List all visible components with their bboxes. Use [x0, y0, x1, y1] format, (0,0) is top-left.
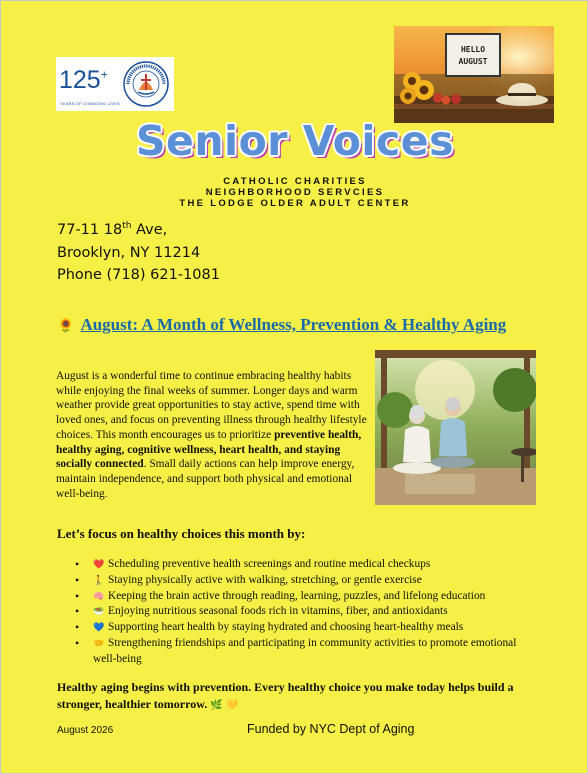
logo-tagline: YEARS OF CHANGING LIVES	[60, 101, 120, 106]
blue-heart-icon: 💙	[93, 622, 105, 633]
closing-statement: Healthy aging begins with prevention. Every healthy choice you make today helps build a stronger, healthier tomorrow. 🌿 💛	[57, 680, 514, 711]
leaf-icon: 🌿	[210, 700, 223, 711]
org-line-3: THE LODGE OLDER ADULT CENTER	[179, 198, 411, 209]
org-line-2: NEIGHBORHOOD SERVCIES	[205, 187, 385, 198]
list-item: • ❤️ Scheduling preventive health screenings and routine medical checkups	[77, 557, 527, 573]
healthy-choices-list	[77, 557, 527, 668]
walking-person-icon: 🚶	[93, 574, 105, 585]
sunflower-icon: 🌻	[57, 319, 75, 334]
article-intro: August is a wonderful time to continue embracing healthy habits while enjoying the final weeks of summer. Longer days and warm weather provide great opportunities to stay active, spend time with loved ones, and focus on preventing illness through healthy lifestyle choices. This month encourages us to prioritize preventive health, healthy aging, cognitive wellness, heart health, and staying socially connected. Small daily actions can help improve energy, maintain independence, and support both physical and emotional well-being.	[56, 370, 367, 500]
issue-date: August 2026	[57, 725, 114, 736]
catholic-charities-seal-icon	[122, 60, 170, 108]
list-item: • 🚶 Staying physically active with walking, stretching, or gentle exercise	[77, 573, 527, 589]
list-item: • 🧠 Keeping the brain active through reading, learning, puzzles, and lifelong education	[77, 589, 527, 605]
org-line-1: CATHOLIC CHARITIES	[223, 176, 367, 187]
salad-icon: 🥗	[93, 606, 105, 617]
list-item: • 🥗 Enjoying nutritious seasonal foods rich in vitamins, fiber, and antioxidants	[77, 604, 527, 620]
heart-icon: ❤️	[93, 559, 105, 569]
address-phone: Phone (718) 621-1081	[57, 267, 220, 283]
brain-icon: 🧠	[93, 590, 105, 601]
handshake-icon: 🤝	[93, 637, 105, 648]
list-item: • 🤝 Strengthening friendships and participating in community activities to promote emotional well-being	[77, 636, 527, 668]
yellow-heart-icon: 💛	[225, 700, 239, 711]
address-street: 77-11 18th Ave,	[57, 221, 168, 238]
article-heading: 🌻 August: A Month of Wellness, Prevention & Healthy Aging	[57, 314, 527, 338]
funding-credit: Funded by NYC Dept of Aging	[247, 722, 415, 736]
logo-number: 125+	[59, 65, 108, 94]
seniors-yoga-photo	[375, 350, 536, 505]
address-city: Brooklyn, NY 11214	[57, 245, 201, 261]
catholic-charities-125-logo	[56, 57, 174, 111]
list-item: • 💙 Supporting heart health by staying hydrated and choosing heart-healthy meals	[77, 620, 527, 636]
focus-heading: Let’s focus on healthy choices this month by:	[57, 526, 306, 541]
svg-text:AUGUST: AUGUST	[458, 57, 488, 66]
hello-august-photo	[394, 26, 554, 123]
svg-text:HELLO: HELLO	[460, 45, 486, 54]
newsletter-title: Senior Voices	[136, 117, 454, 165]
